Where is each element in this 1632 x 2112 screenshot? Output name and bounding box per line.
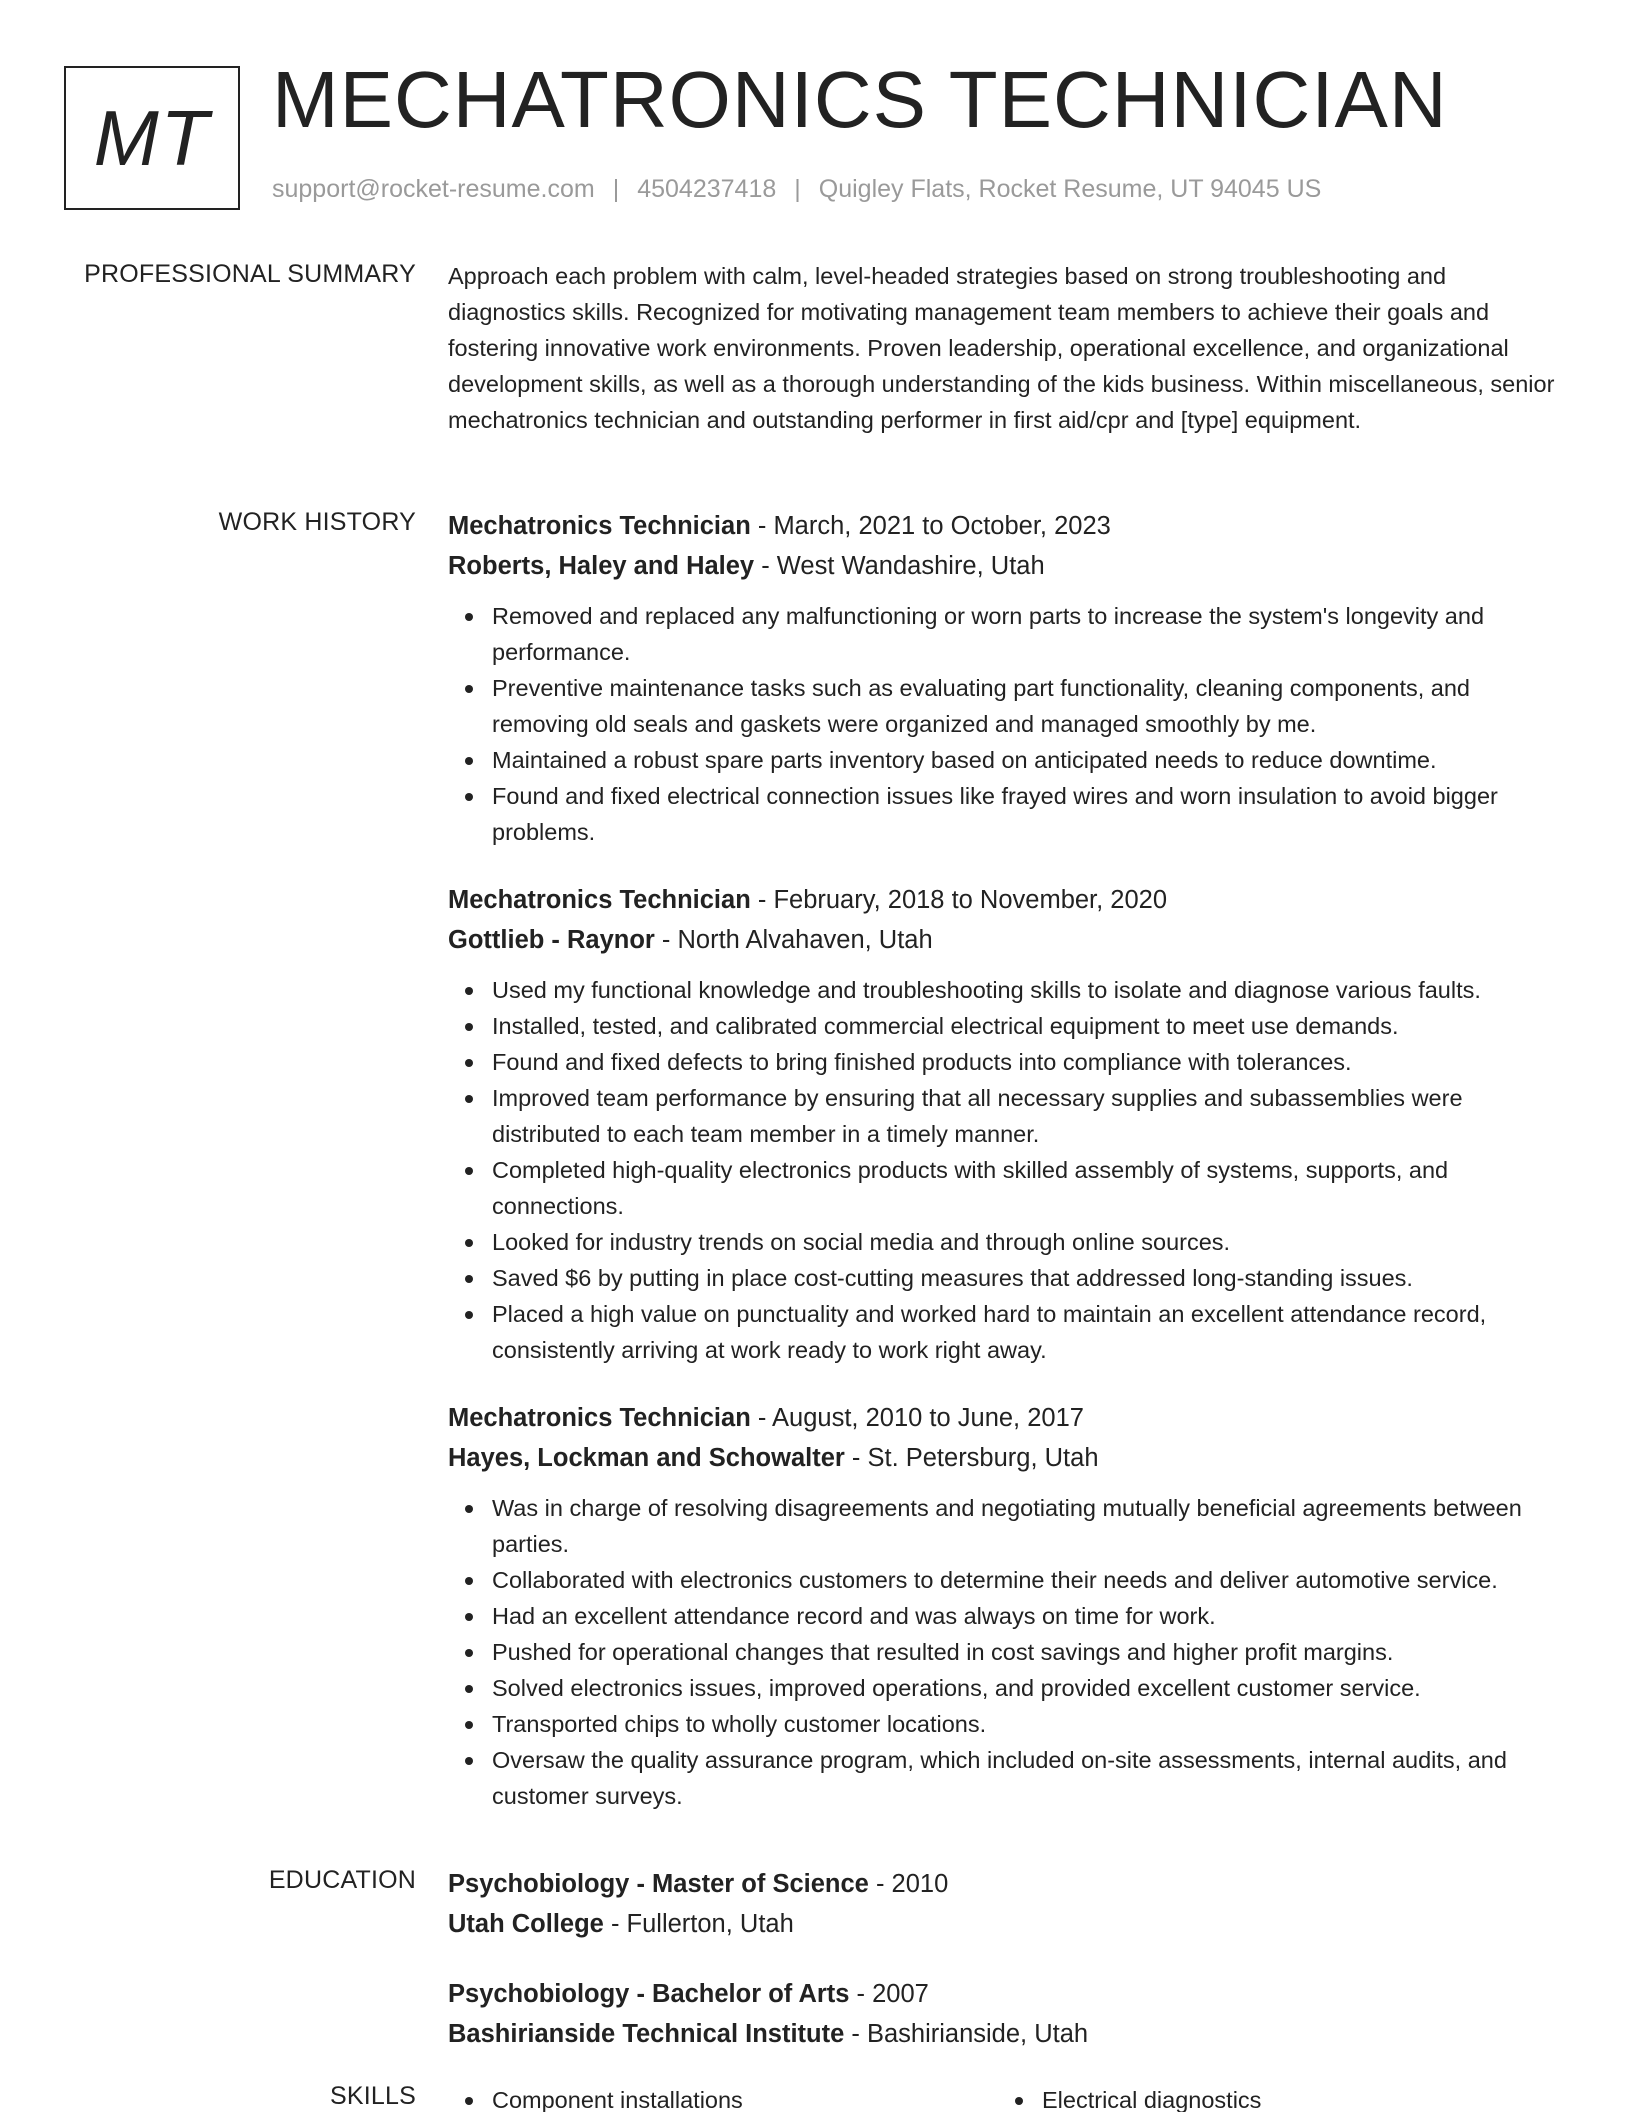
list-item: Maintained a robust spare parts inventory based on anticipated needs to reduce downtime.	[448, 742, 1568, 778]
contact-separator: |	[612, 175, 620, 203]
list-item: Completed high-quality electronics products with skilled assembly of systems, supports, and connections.	[448, 1152, 1568, 1224]
list-item: Was in charge of resolving disagreements and negotiating mutually beneficial agreements between parties.	[448, 1490, 1568, 1562]
education-location: - Fullerton, Utah	[603, 1910, 794, 1938]
list-item: Removed and replaced any malfunctioning or worn parts to increase the system's longevity and performance.	[448, 598, 1568, 670]
contact-separator: |	[794, 175, 801, 203]
list-item: Saved $6 by putting in place cost-cutting measures that addressed long-standing issues.	[448, 1260, 1568, 1296]
monogram-initials: MT	[93, 93, 211, 182]
skills-column-right	[998, 2082, 1548, 2112]
list-item: Used my functional knowledge and troubleshooting skills to isolate and diagnose various faults.	[448, 972, 1568, 1008]
job-dates: - February, 2018 to November, 2020	[750, 886, 1168, 914]
education-entry	[448, 1864, 1568, 1944]
summary-heading: PROFESSIONAL SUMMARY	[84, 260, 416, 288]
summary-text: Approach each problem with calm, level-headed strategies based on strong troubleshooting and diagnostics skills. Recognized for motivating management team members to achieve their goals and fostering innovative work environments. Proven leadership, operational excellence, and organizational development skills, as well as a thorough understanding of the kids business. Within miscellaneous, senior mechatronics technician and outstanding performer in first aid/cpr and [type] equipment.	[448, 263, 1555, 433]
education-school: Bashirianside Technical Institute	[448, 2020, 845, 2048]
skills-heading: SKILLS	[330, 2082, 416, 2110]
job-title-line	[448, 1398, 1568, 1438]
job-location: - West Wandashire, Utah	[754, 552, 1045, 580]
education-heading: EDUCATION	[268, 1866, 416, 1894]
job-company: Roberts, Haley and Haley	[448, 552, 755, 580]
list-item: Pushed for operational changes that resulted in cost savings and higher profit margins.	[448, 1634, 1568, 1670]
list-item: Solved electronics issues, improved operations, and provided excellent customer service.	[448, 1670, 1568, 1706]
job-title-line	[448, 880, 1568, 920]
skills-grid	[448, 2082, 1568, 2112]
education-degree: Psychobiology - Bachelor of Arts	[448, 1980, 850, 2008]
list-item: Found and fixed defects to bring finished products into compliance with tolerances.	[448, 1044, 1568, 1080]
job-title-line	[448, 506, 1568, 546]
list-item: Preventive maintenance tasks such as evaluating part functionality, cleaning components, and removing old seals and gaskets were organized and managed smoothly by me.	[448, 670, 1568, 742]
contact-email[interactable]: support@rocket-resume.com	[272, 175, 595, 203]
page-title: MECHATRONICS TECHNICIAN	[272, 55, 1448, 144]
job-entry	[448, 506, 1568, 850]
job-dates: - March, 2021 to October, 2023	[750, 512, 1111, 540]
education-entry	[448, 1974, 1568, 2054]
list-item: Transported chips to wholly customer locations.	[448, 1706, 1568, 1742]
contact-phone[interactable]: 4504237418	[637, 175, 777, 203]
list-item: Collaborated with electronics customers to determine their needs and deliver automotive service.	[448, 1562, 1568, 1598]
education-school-line	[448, 1904, 1568, 1944]
job-company-line	[448, 546, 1568, 586]
list-item: Looked for industry trends on social media and through online sources.	[448, 1224, 1568, 1260]
job-bullets	[448, 1490, 1568, 1814]
education-degree-line	[448, 1864, 1568, 1904]
skill-item: Electrical diagnostics	[998, 2082, 1548, 2112]
job-company-line	[448, 920, 1568, 960]
education-school-line	[448, 2014, 1568, 2054]
education-year: - 2007	[849, 1980, 929, 2008]
list-item: Installed, tested, and calibrated commercial electrical equipment to meet use demands.	[448, 1008, 1568, 1044]
list-item: Found and fixed electrical connection issues like frayed wires and worn insulation to avoid bigger problems.	[448, 778, 1568, 850]
education-degree-line	[448, 1974, 1568, 2014]
job-dates: - August, 2010 to June, 2017	[750, 1404, 1084, 1432]
contact-address: Quigley Flats, Rocket Resume, UT 94045 US	[818, 175, 1322, 203]
job-location: - St. Petersburg, Utah	[844, 1444, 1099, 1472]
list-item: Improved team performance by ensuring that all necessary supplies and subassemblies were distributed to each team member in a timely manner.	[448, 1080, 1568, 1152]
skills-body	[448, 2082, 1568, 2112]
education-school: Utah College	[448, 1910, 604, 1938]
list-item: Placed a high value on punctuality and worked hard to maintain an excellent attendance record, consistently arriving at work ready to work right away.	[448, 1296, 1568, 1368]
education-location: - Bashirianside, Utah	[844, 2020, 1089, 2048]
job-entry	[448, 1398, 1568, 1814]
job-bullets	[448, 972, 1568, 1368]
job-title: Mechatronics Technician	[448, 886, 751, 914]
contact-line	[272, 175, 1321, 204]
job-title: Mechatronics Technician	[448, 512, 751, 540]
job-location: - North Alvahaven, Utah	[654, 926, 933, 954]
list-item: Oversaw the quality assurance program, which included on-site assessments, internal audits, and customer surveys.	[448, 1742, 1568, 1814]
education-year: - 2010	[868, 1870, 949, 1898]
job-title: Mechatronics Technician	[448, 1404, 751, 1432]
work-history-heading: WORK HISTORY	[218, 508, 416, 536]
job-bullets	[448, 598, 1568, 850]
list-item: Had an excellent attendance record and was always on time for work.	[448, 1598, 1568, 1634]
work-history-body	[448, 506, 1568, 1844]
monogram-box	[64, 66, 240, 210]
job-company: Gottlieb - Raynor	[448, 926, 655, 954]
education-degree: Psychobiology - Master of Science	[448, 1870, 869, 1898]
job-entry	[448, 880, 1568, 1368]
skill-item: Component installations	[448, 2082, 998, 2112]
skills-column-left	[448, 2082, 998, 2112]
job-company: Hayes, Lockman and Schowalter	[448, 1444, 845, 1472]
education-body	[448, 1864, 1568, 2084]
job-company-line	[448, 1438, 1568, 1478]
